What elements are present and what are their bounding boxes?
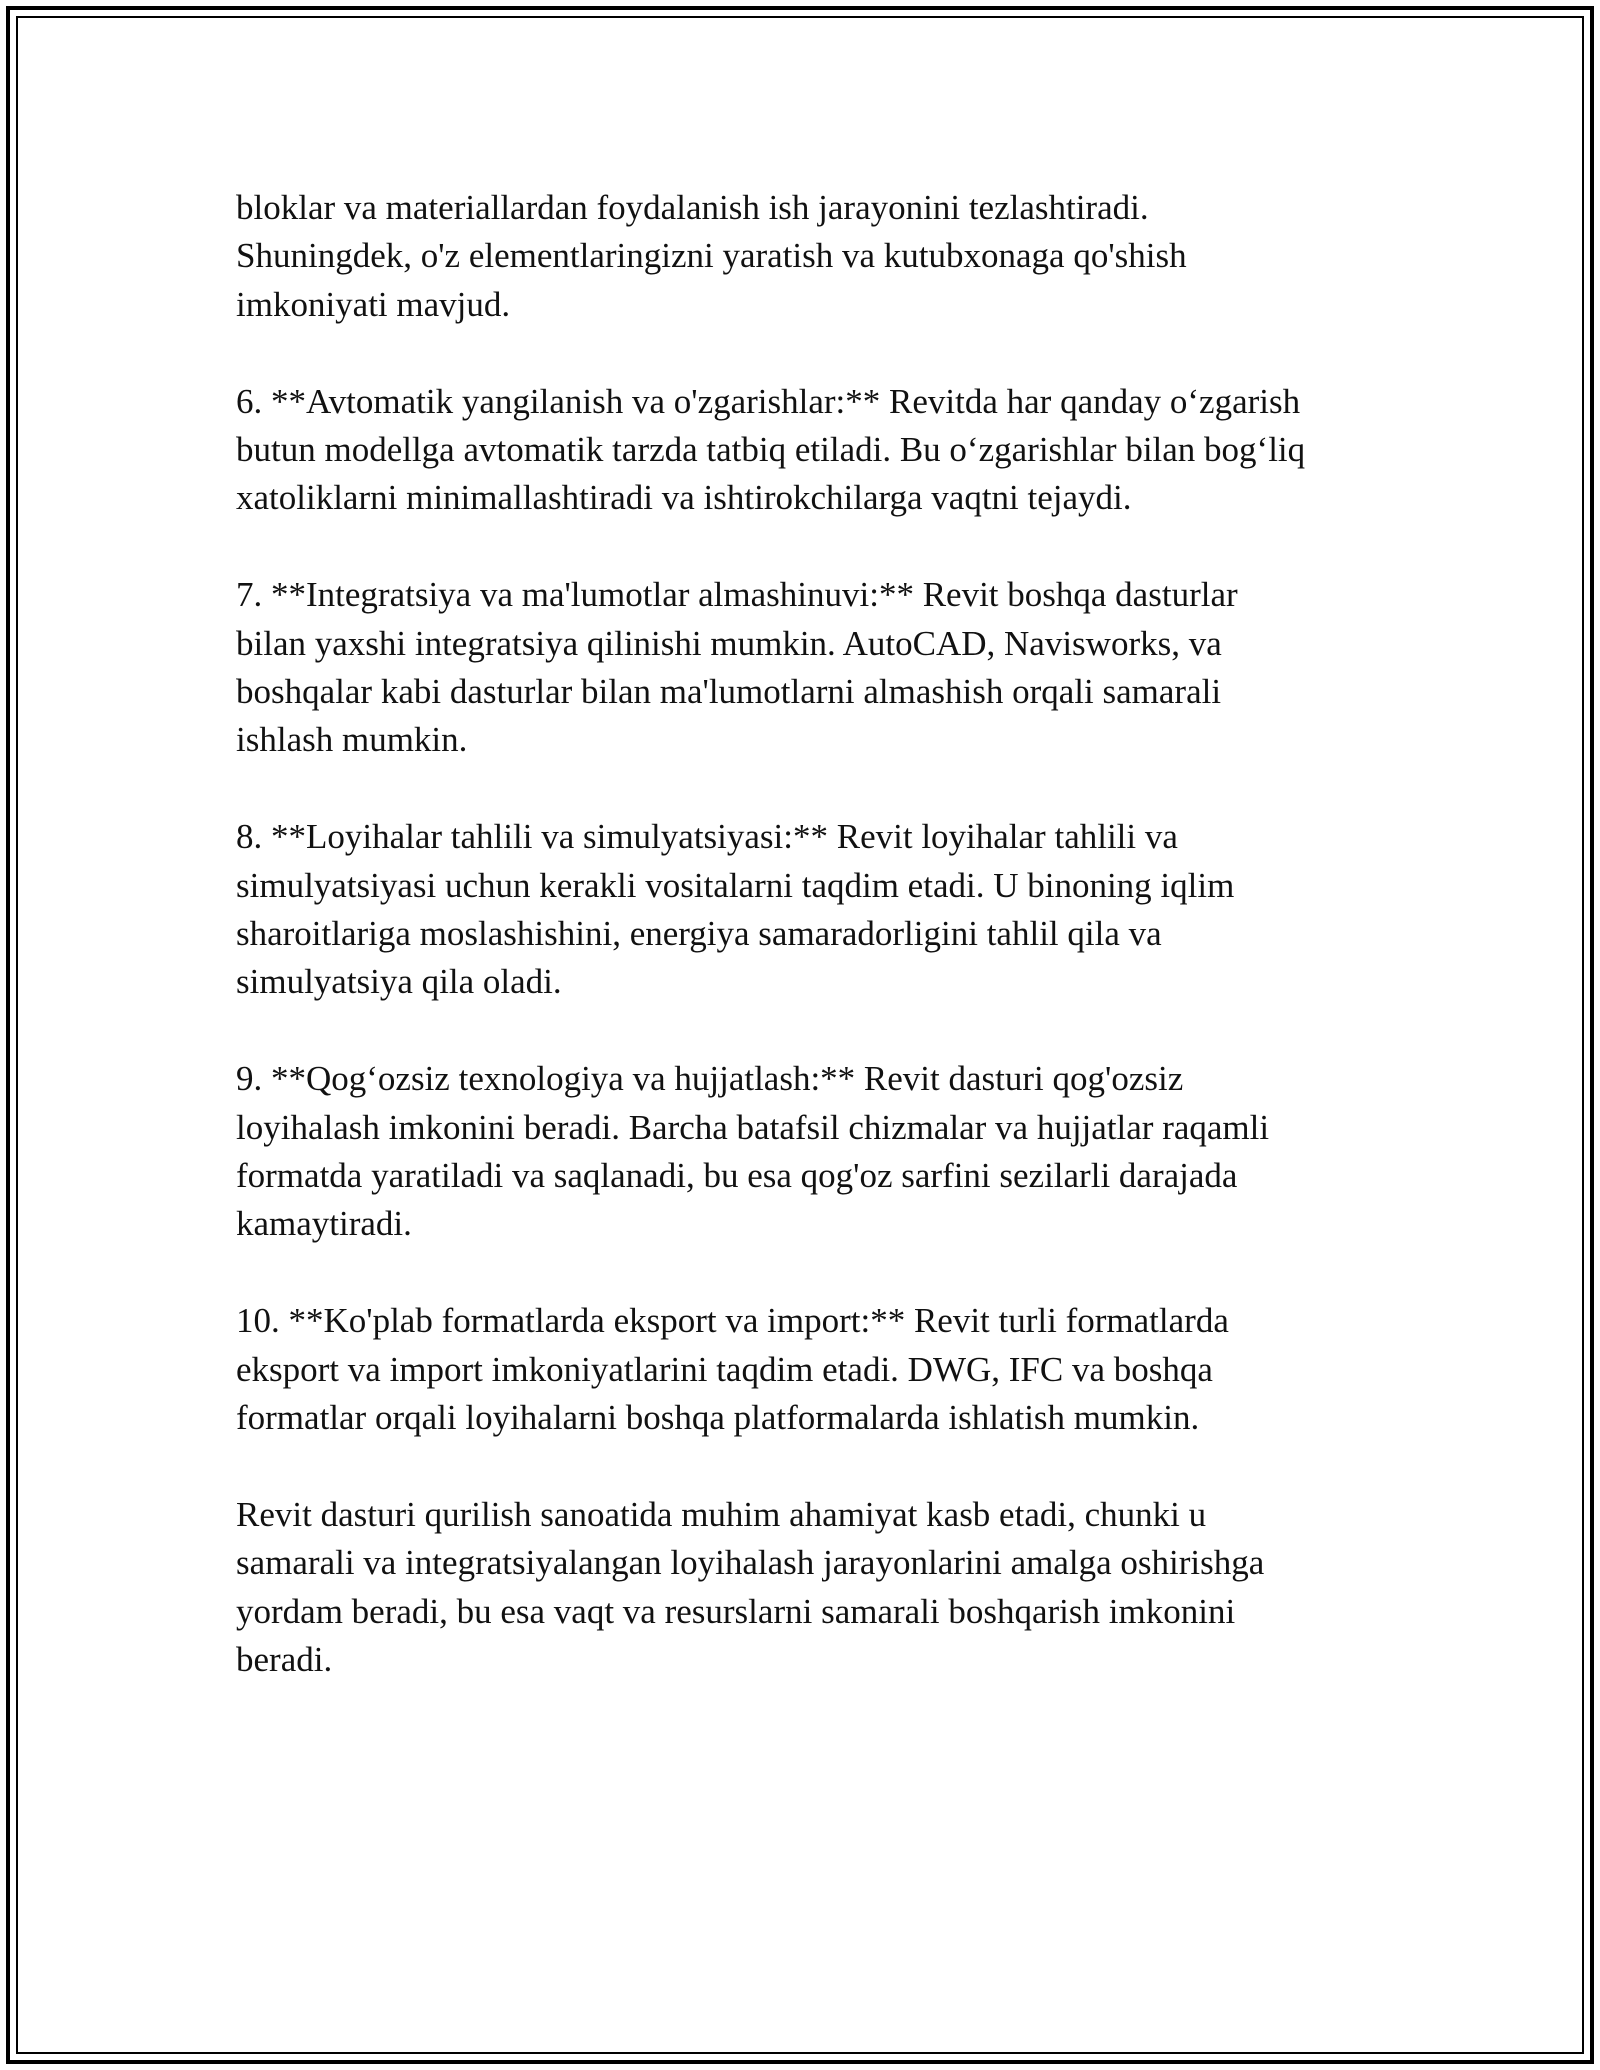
paragraph-item-6 [236, 378, 1376, 523]
text-line: Shuningdek, o'z elementlaringizni yaratish va kutubxonaga qo'shish [236, 236, 1187, 276]
text-line: simulyatsiyasi uchun kerakli vositalarni taqdim etadi. U binoning iqlim [236, 865, 1235, 905]
paragraph-intro-continuation [236, 184, 1376, 329]
text-line: eksport va import imkoniyatlarini taqdim etadi. DWG, IFC va boshqa [236, 1349, 1213, 1389]
text-line: formatlar orqali loyihalarni boshqa platformalarda ishlatish mumkin. [236, 1398, 1200, 1438]
paragraph-conclusion [236, 1491, 1376, 1685]
text-line: kamaytiradi. [236, 1204, 412, 1244]
text-line: 9. **Qog‘ozsiz texnologiya va hujjatlash:** Revit dasturi qog'ozsiz [236, 1059, 1184, 1099]
text-line: bloklar va materiallardan foydalanish ish jarayonini tezlashtiradi. [236, 188, 1149, 227]
paragraph-item-9 [236, 1055, 1376, 1249]
text-line: butun modellga avtomatik tarzda tatbiq etiladi. Bu o‘zgarishlar bilan bog‘liq [236, 430, 1306, 470]
text-line: boshqalar kabi dasturlar bilan ma'lumotlarni almashish orqali samarali [236, 672, 1222, 712]
text-line: sharoitlariga moslashishini, energiya samaradorligini tahlil qila va [236, 914, 1162, 954]
paragraph-item-8 [236, 813, 1376, 1007]
text-line: yordam beradi, bu esa vaqt va resurslarni samarali boshqarish imkonini [236, 1591, 1236, 1631]
text-line: 8. **Loyihalar tahlili va simulyatsiyasi:** Revit loyihalar tahlili va [236, 817, 1178, 857]
text-line: imkoniyati mavjud. [236, 284, 511, 324]
document-body [236, 184, 1376, 1733]
text-line: bilan yaxshi integratsiya qilinishi mumkin. AutoCAD, Navisworks, va [236, 623, 1222, 663]
text-line: ishlash mumkin. [236, 720, 468, 760]
paragraph-item-7 [236, 571, 1376, 765]
text-line: samarali va integratsiyalangan loyihalash jarayonlarini amalga oshirishga [236, 1543, 1265, 1583]
text-line: beradi. [236, 1640, 333, 1680]
text-line: simulyatsiya qila oladi. [236, 962, 562, 1002]
text-line: 6. **Avtomatik yangilanish va o'zgarishlar:** Revitda har qanday o‘zgarish [236, 381, 1301, 421]
text-line: xatoliklarni minimallashtiradi va ishtirokchilarga vaqtni tejaydi. [236, 478, 1132, 518]
text-line: Revit dasturi qurilish sanoatida muhim ahamiyat kasb etadi, chunki u [236, 1494, 1207, 1534]
text-line: 10. **Ko'plab formatlarda eksport va import:** Revit turli formatlarda [236, 1301, 1229, 1341]
text-line: loyihalash imkonini beradi. Barcha batafsil chizmalar va hujjatlar raqamli [236, 1107, 1270, 1147]
text-line: formatda yaratiladi va saqlanadi, bu esa qog'oz sarfini sezilarli darajada [236, 1156, 1238, 1196]
paragraph-item-10 [236, 1297, 1376, 1442]
text-line: 7. **Integratsiya va ma'lumotlar almashinuvi:** Revit boshqa dasturlar [236, 575, 1238, 615]
